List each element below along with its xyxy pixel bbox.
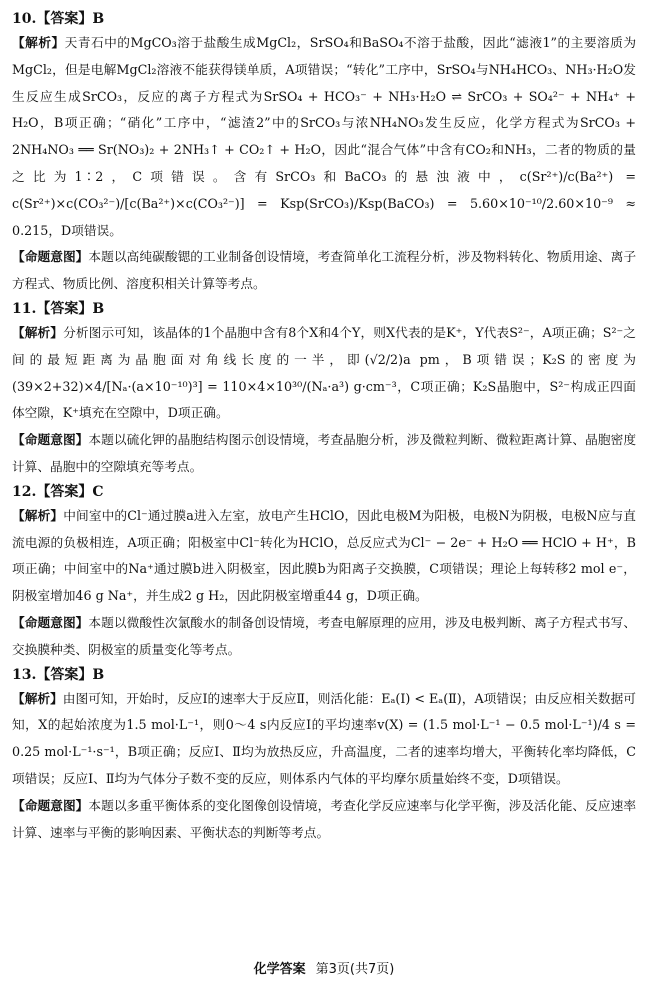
intent-paragraph [12,427,636,481]
analysis-paragraph [12,503,636,610]
question-header [12,298,636,320]
analysis-tag: 【解析】 [12,324,64,340]
answer-value: B [92,11,105,27]
analysis-text: 天青石中的MgCO₃溶于盐酸生成MgCl₂，SrSO₄和BaSO₄不溶于盐酸，因此“滤液1”的主要溶质为MgCl₂，但是电解MgCl₂溶液不能获得镁单质，A项错误；“转化”工序中，SrSO₄与NH₄HCO₃、NH₃·H₂O发生反应生成SrCO₃，反应的离子方程式为SrSO₄ + HCO₃⁻ + NH₃·H₂O ⇌ SrCO₃ + SO₄²⁻ + NH₄⁺ + H₂O，B项正确；“硝化”工序中，“滤渣2”中的SrCO₃与浓NH₄NO₃发生反应，化学方程式为SrCO₃ + 2NH₄NO₃ ══ Sr(NO₃)₂ + 2NH₃↑ + CO₂↑ + H₂O，因此“混合气体”中含有CO₂和NH₃，二者的物质的量之比为1∶2，C项错误。含有SrCO₃和BaCO₃的悬浊液中，c(Sr²⁺)/c(Ba²⁺) = c(Sr²⁺)×c(CO₃²⁻)/[c(Ba²⁺)×c(CO₃²⁻)] = Ksp(SrCO₃)/Ksp(BaCO₃) = 5.60×10⁻¹⁰/2.60×10⁻⁹ ≈ 0.215，D项错误。 [12,35,637,238]
answer-value: B [92,300,105,317]
analysis-text: 中间室中的Cl⁻通过膜a进入左室，放电产生HClO，因此电极M为阳极，电极N为阴极，电极N应与直流电源的负极相连，A项正确；阳极室中Cl⁻转化为HClO，总反应式为Cl⁻ − 2e⁻ + H₂O ══ HClO + H⁺，B项正确；中间室中的Na⁺通过膜b进入阴极室，因此膜b为阳离子交换膜，C项错误；理论上每转移2 mol e⁻，阴极室增加46 g Na⁺，并生成2 g H₂，因此阴极室增重44 g，D项正确。 [12,507,636,604]
question-10 [12,8,636,298]
question-number: 13. [12,666,37,683]
intent-tag: 【命题意图】 [12,249,89,265]
intent-text: 本题以多重平衡体系的变化图像创设情境，考查化学反应速率与化学平衡，涉及活化能、反应速率计算、速率与平衡的影响因素、平衡状态的判断等考点。 [12,797,637,840]
question-13 [12,664,636,847]
question-header [12,664,636,686]
answer-tag: 【答案】 [36,666,93,683]
analysis-tag: 【解析】 [12,507,64,523]
analysis-text: 分析图示可知，该晶体的1个晶胞中含有8个X和4个Y，则X代表的是K⁺，Y代表S²⁻，A项正确；S²⁻之间的最短距离为晶胞面对角线长度的一半，即(√2/2)a pm，B项错误；K₂S的密度为(39×2+32)×4/[Nₐ·(a×10⁻¹⁰)³] = 110×4×10³⁰/(Nₐ·a³) g·cm⁻³，C项正确；K₂S晶胞中，S²⁻构成正四面体空隙，K⁺填充在空隙中，D项正确。 [12,324,636,421]
analysis-paragraph [12,320,636,427]
intent-paragraph [12,793,636,847]
analysis-text: 由图可知，开始时，反应Ⅰ的速率大于反应Ⅱ，则活化能：Eₐ(Ⅰ) < Eₐ(Ⅱ)，A项错误；由反应相关数据可知，X的起始浓度为1.5 mol·L⁻¹，则0～4 s内反应Ⅰ的平均速率v(X) = (1.5 mol·L⁻¹ − 0.5 mol·L⁻¹)/4 s = 0.25 mol·L⁻¹·s⁻¹，B项正确；反应Ⅰ、Ⅱ均为放热反应，升高温度，二者的速率均增大，平衡转化率均降低，C项错误；反应Ⅰ、Ⅱ均为气体分子数不变的反应，则体系内气体的平均摩尔质量始终不变，D项错误。 [12,690,636,786]
intent-tag: 【命题意图】 [12,432,89,448]
answer-value: B [92,666,105,683]
question-number: 10. [12,11,37,27]
footer-page-info: 第3页(共7页) [315,962,395,977]
answer-tag: 【答案】 [36,11,93,27]
question-header [12,8,636,30]
question-header [12,481,636,503]
intent-text: 本题以高纯碳酸锶的工业制备创设情境，考查简单化工流程分析，涉及物料转化、物质用途、离子方程式、物质比例、溶度积相关计算等考点。 [12,249,637,292]
analysis-tag: 【解析】 [12,35,65,50]
intent-text: 本题以微酸性次氯酸水的制备创设情境，考查电解原理的应用，涉及电极判断、离子方程式书写、交换膜种类、阴极室的质量变化等考点。 [12,614,637,657]
intent-paragraph [12,610,636,664]
intent-tag: 【命题意图】 [12,797,89,813]
answer-tag: 【答案】 [36,483,93,500]
question-number: 12. [12,483,37,500]
intent-tag: 【命题意图】 [12,614,89,630]
answer-value: C [92,483,104,500]
question-number: 11. [12,300,37,317]
intent-paragraph [12,244,636,298]
page-footer [0,958,648,977]
analysis-paragraph [12,686,636,793]
analysis-paragraph [12,30,636,244]
analysis-tag: 【解析】 [12,690,63,706]
intent-text: 本题以硫化钾的晶胞结构图示创设情境，考查晶胞分析，涉及微粒判断、微粒距离计算、晶胞密度计算、晶胞中的空隙填充等考点。 [12,432,637,474]
question-12 [12,481,636,664]
question-11 [12,298,636,481]
footer-subject: 化学答案 [253,962,306,977]
answer-tag: 【答案】 [36,300,93,317]
